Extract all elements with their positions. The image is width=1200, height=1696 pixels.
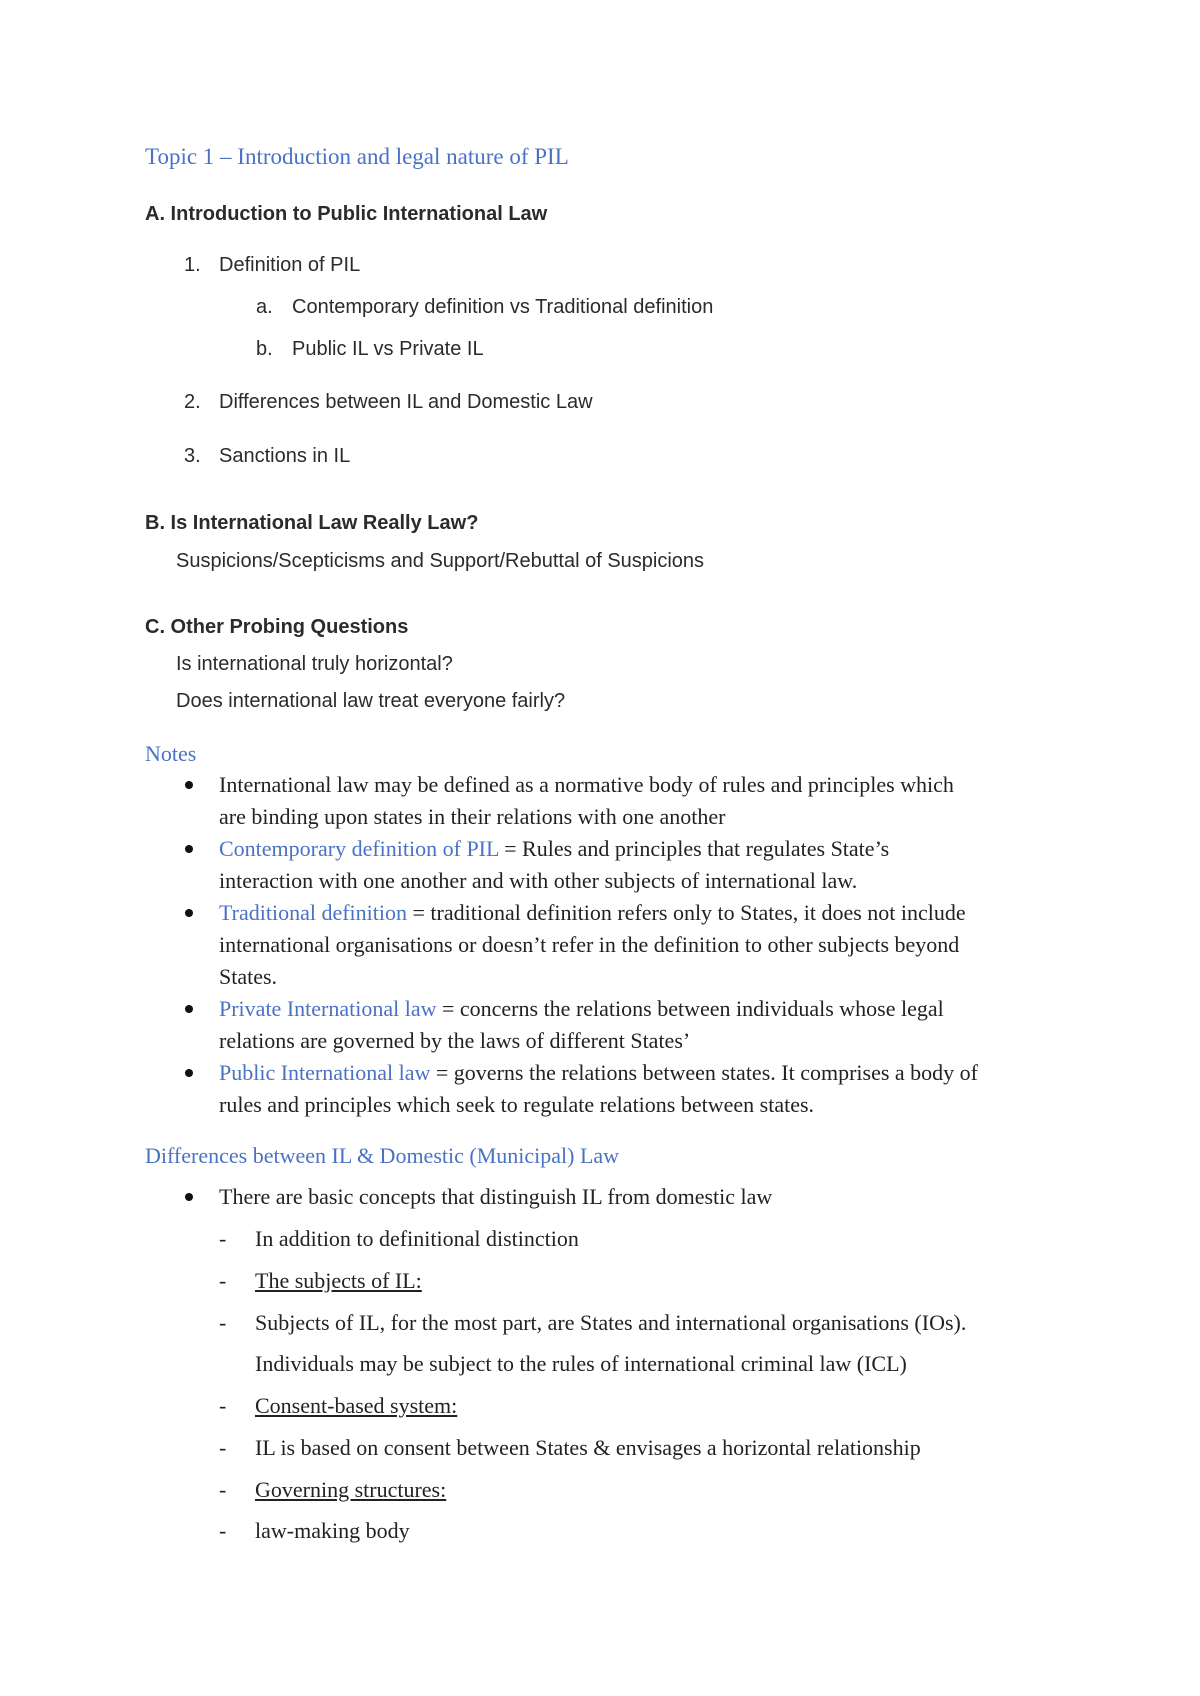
note-term: Public International law bbox=[219, 1060, 431, 1085]
note-line bbox=[219, 1060, 978, 1086]
dash-marker: - bbox=[219, 1393, 227, 1418]
bullet-icon bbox=[185, 1005, 193, 1013]
document-title: Topic 1 – Introduction and legal nature of PIL bbox=[145, 144, 569, 169]
dash-item-subheading: Governing structures: bbox=[255, 1477, 447, 1502]
note-text: = Rules and principles that regulates State’s bbox=[498, 836, 890, 861]
list-letter: a. bbox=[256, 296, 273, 318]
dash-item: Subjects of IL, for the most part, are States and international organisations (IOs). bbox=[255, 1310, 967, 1335]
note-text: relations are governed by the laws of different States’ bbox=[219, 1028, 691, 1053]
note-text: = concerns the relations between individuals whose legal bbox=[436, 996, 944, 1021]
list-item: Sanctions in IL bbox=[219, 445, 351, 467]
note-term: Private International law bbox=[219, 996, 437, 1021]
note-line bbox=[219, 836, 889, 862]
dash-item: law-making body bbox=[255, 1518, 410, 1543]
note-line bbox=[219, 900, 966, 926]
bullet-icon bbox=[185, 845, 193, 853]
dash-marker: - bbox=[219, 1310, 227, 1335]
dash-item: Individuals may be subject to the rules of international criminal law (ICL) bbox=[255, 1351, 907, 1376]
section-b-heading: B. Is International Law Really Law? bbox=[145, 512, 479, 534]
dash-item-subheading: The subjects of IL: bbox=[255, 1268, 422, 1293]
list-item: Contemporary definition vs Traditional definition bbox=[292, 296, 714, 318]
bullet-icon bbox=[185, 1193, 193, 1201]
note-term: Contemporary definition of PIL bbox=[219, 836, 499, 861]
differences-heading: Differences between IL & Domestic (Municipal) Law bbox=[145, 1143, 620, 1168]
note-line bbox=[219, 996, 944, 1022]
section-c-heading: C. Other Probing Questions bbox=[145, 616, 409, 638]
list-number: 3. bbox=[184, 445, 201, 467]
notes-heading: Notes bbox=[145, 741, 197, 766]
dash-marker: - bbox=[219, 1226, 227, 1251]
dash-marker: - bbox=[219, 1435, 227, 1460]
bullet-icon bbox=[185, 1069, 193, 1077]
dash-marker: - bbox=[219, 1268, 227, 1293]
note-text: = governs the relations between states. It comprises a body of bbox=[430, 1060, 978, 1085]
bullet-icon bbox=[185, 781, 193, 789]
list-number: 1. bbox=[184, 254, 201, 276]
dash-item: IL is based on consent between States & envisages a horizontal relationship bbox=[255, 1435, 921, 1460]
section-c-question: Does international law treat everyone fairly? bbox=[176, 690, 566, 712]
note-text: rules and principles which seek to regulate relations between states. bbox=[219, 1092, 815, 1117]
note-text: international organisations or doesn’t refer in the definition to other subjects beyond bbox=[219, 932, 960, 957]
section-a-heading: A. Introduction to Public International Law bbox=[145, 203, 548, 225]
note-text: interaction with one another and with other subjects of international law. bbox=[219, 868, 858, 893]
section-b-text: Suspicions/Scepticisms and Support/Rebuttal of Suspicions bbox=[176, 550, 705, 572]
dash-marker: - bbox=[219, 1518, 227, 1543]
note-term: Traditional definition bbox=[219, 900, 408, 925]
differences-bullet-text: There are basic concepts that distinguish IL from domestic law bbox=[219, 1184, 773, 1209]
bullet-icon bbox=[185, 909, 193, 917]
note-text: are binding upon states in their relations with one another bbox=[219, 804, 726, 829]
list-item: Differences between IL and Domestic Law bbox=[219, 391, 593, 413]
list-item: Definition of PIL bbox=[219, 254, 361, 276]
list-item: Public IL vs Private IL bbox=[292, 338, 484, 360]
note-text: International law may be defined as a normative body of rules and principles which bbox=[219, 772, 954, 797]
list-number: 2. bbox=[184, 391, 201, 413]
section-c-question: Is international truly horizontal? bbox=[176, 653, 453, 675]
list-letter: b. bbox=[256, 338, 273, 360]
note-text: States. bbox=[219, 964, 278, 989]
dash-item-subheading: Consent-based system: bbox=[255, 1393, 458, 1418]
dash-item: In addition to definitional distinction bbox=[255, 1226, 579, 1251]
note-text: = traditional definition refers only to States, it does not include bbox=[407, 900, 966, 925]
dash-marker: - bbox=[219, 1477, 227, 1502]
